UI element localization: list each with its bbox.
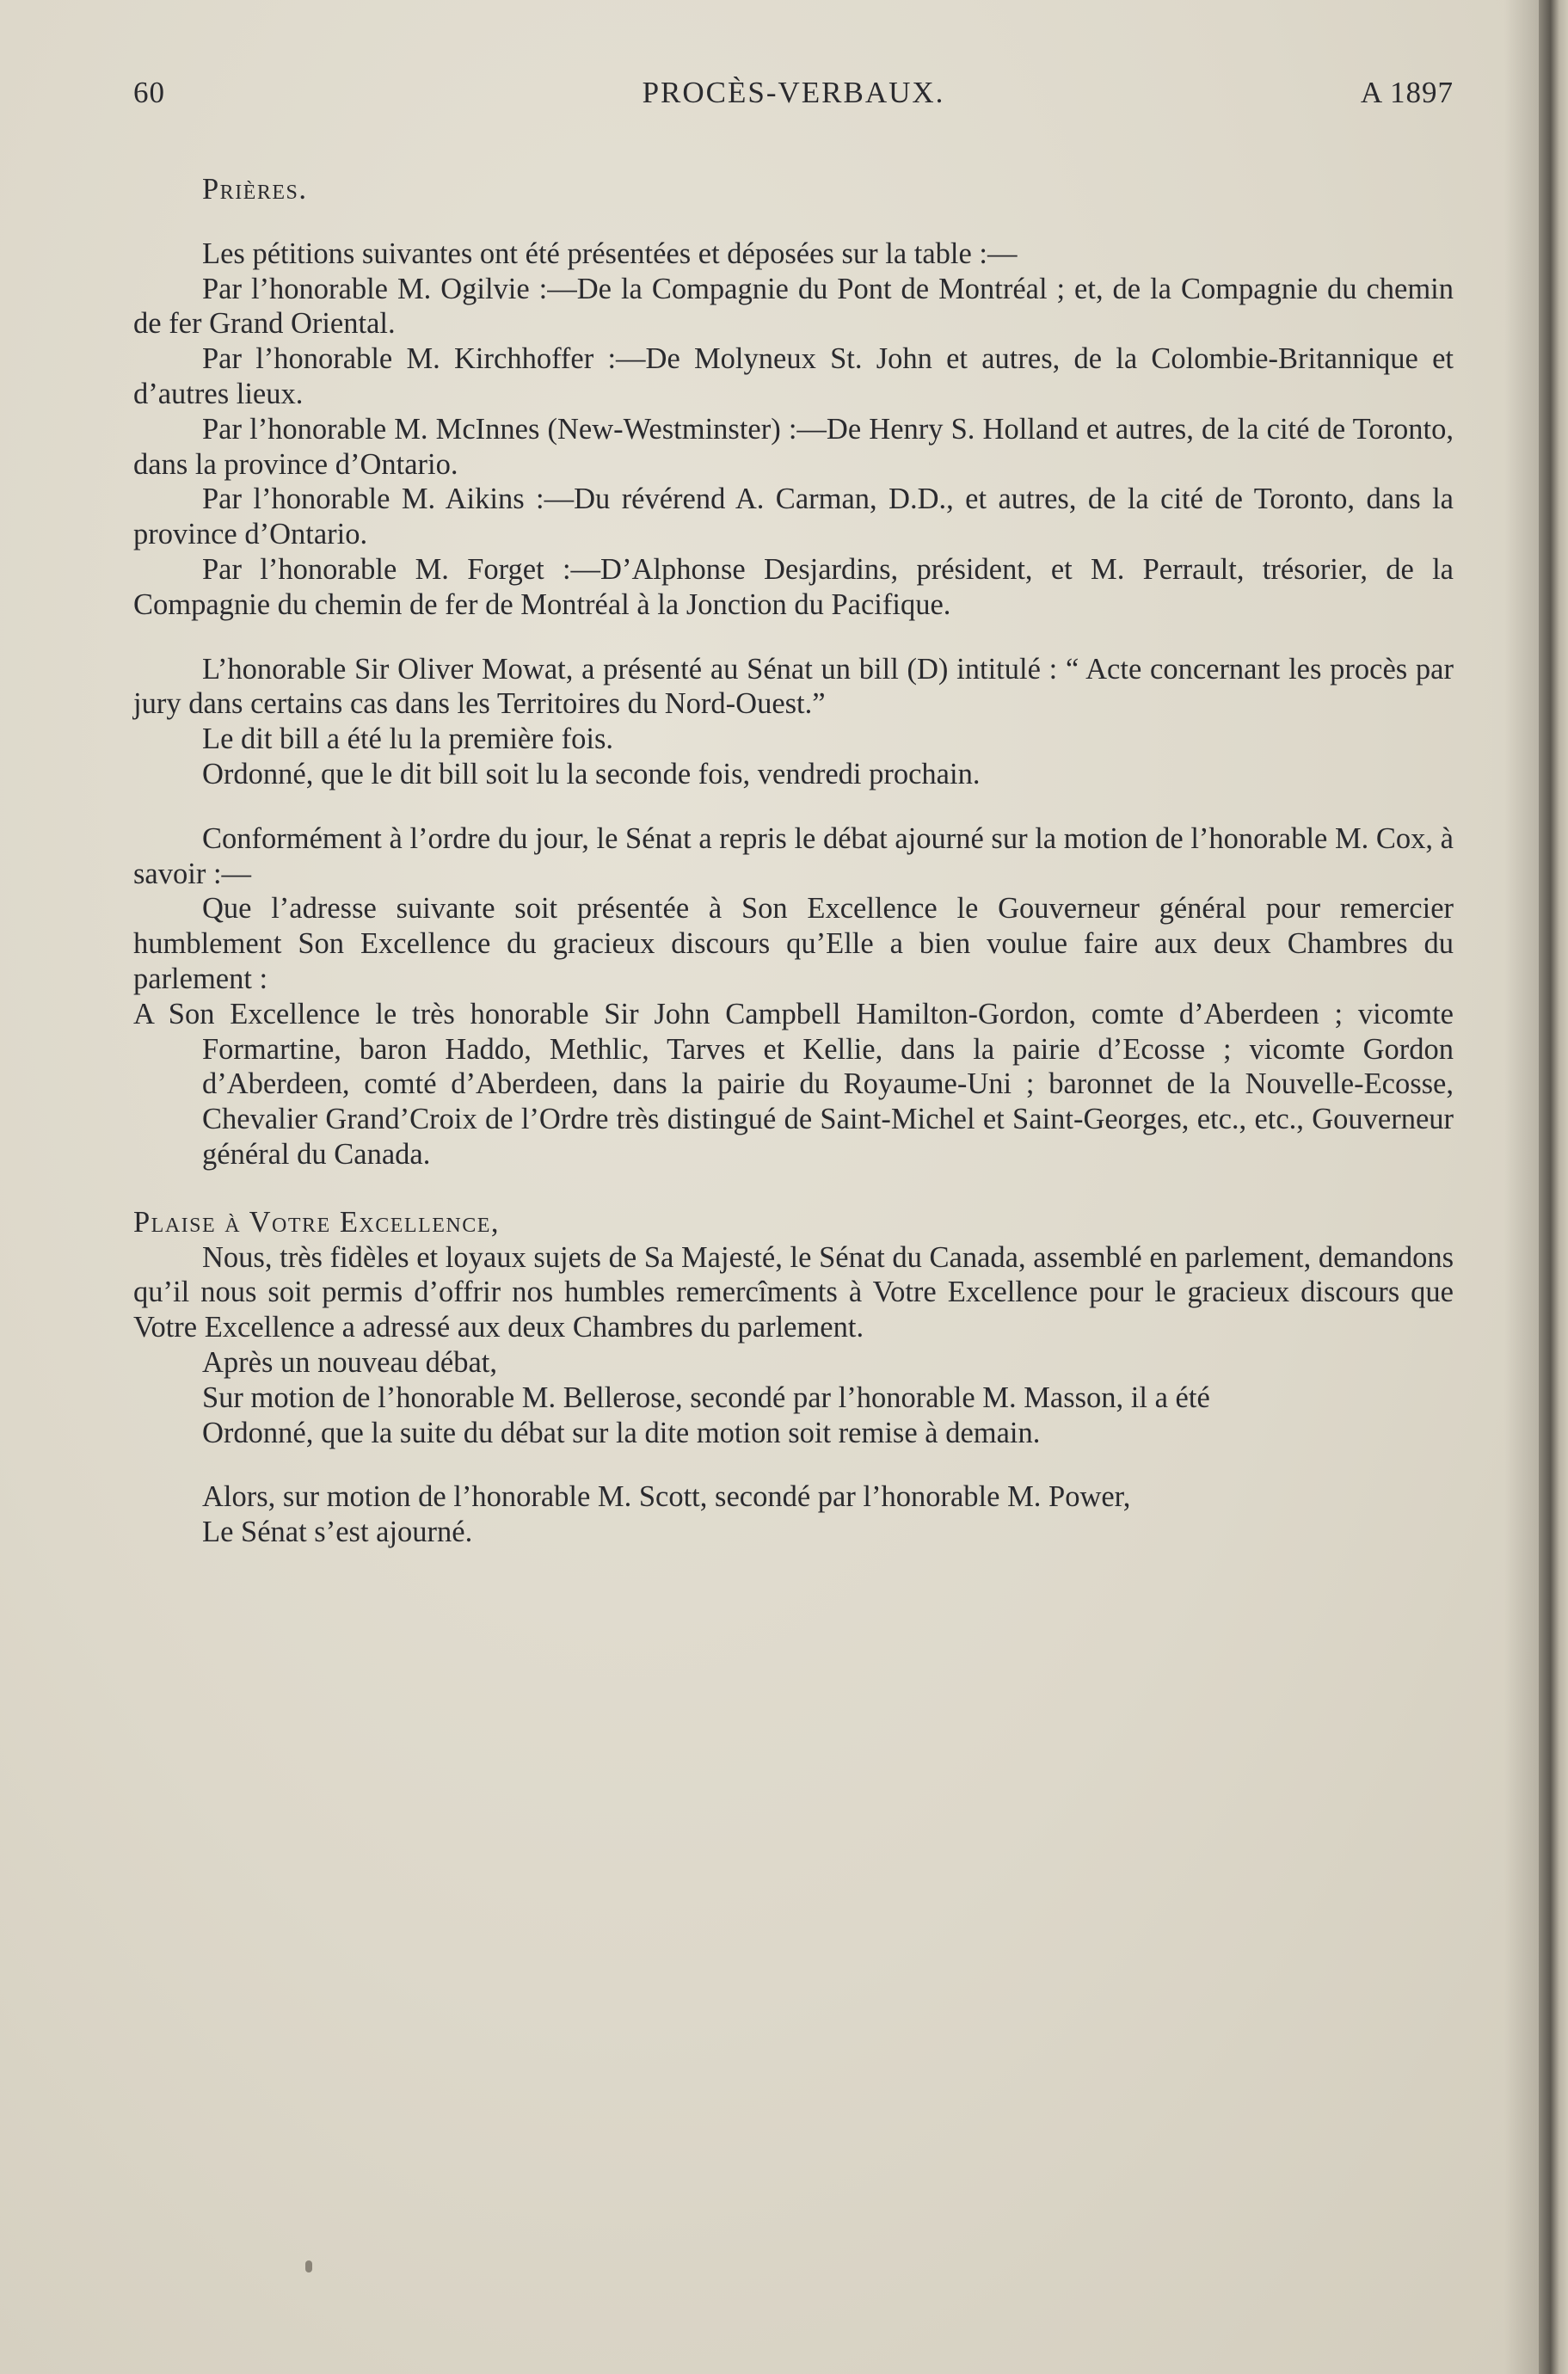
page-number: 60 bbox=[133, 76, 165, 109]
body-text bbox=[133, 172, 1454, 1550]
paragraph: Par l’honorable M. Ogilvie :—De la Compagnie du Pont de Montréal ; et, de la Compagnie du chemin de fer Grand Oriental. bbox=[133, 272, 1454, 341]
paragraph: Ordonné, que le dit bill soit lu la seconde fois, vendredi prochain. bbox=[202, 757, 981, 790]
paragraph: Ordonné, que la suite du débat sur la dite motion soit remise à demain. bbox=[202, 1416, 1041, 1449]
paragraph: Alors, sur motion de l’honorable M. Scott, secondé par l’honorable M. Power, bbox=[202, 1480, 1131, 1514]
paragraph: Le Sénat s’est ajourné. bbox=[202, 1516, 473, 1549]
paragraph: Nous, très fidèles et loyaux sujets de Sa Majesté, le Sénat du Canada, assemblé en parlement, demandons qu’il nous soit permis d’offrir nos humbles remercîments à Votre Excellence pour le gracieux discours que Votre Excellence a adressé aux deux Chambres du parlement. bbox=[133, 1240, 1454, 1344]
paragraph: Après un nouveau débat, bbox=[202, 1345, 497, 1379]
paragraph: Les pétitions suivantes ont été présentées et déposées sur la table :— bbox=[202, 237, 1018, 270]
page-title: PROCÈS-VERBAUX. bbox=[642, 76, 945, 109]
address-block: A Son Excellence le très honorable Sir John Campbell Hamilton-Gordon, comte d’Aberdeen ; vicomte Formartine, baron Haddo, Methlic, Tarves et Kellie, dans la pairie d’Ecosse ; vicomte Gordon d’Aberdeen, comté d’Aberdeen, dans la pairie du Royaume-Uni ; baronnet de la Nouvelle-Ecosse, Chevalier Grand’Croix de l’Ordre très distingué de Saint-Michel et Saint-Georges, etc., etc., Gouverneur général du Canada. bbox=[133, 997, 1454, 1171]
paragraph: Le dit bill a été lu la première fois. bbox=[202, 723, 614, 756]
section-heading-prieres: Prières. bbox=[202, 173, 308, 206]
paragraph: L’honorable Sir Oliver Mowat, a présenté au Sénat un bill (D) intitulé : “ Acte concernant les procès par jury dans certains cas dans les Territoires du Nord-Ouest.” bbox=[133, 652, 1454, 721]
paragraph: Sur motion de l’honorable M. Bellerose, secondé par l’honorable M. Masson, il a été bbox=[202, 1381, 1210, 1414]
page-year: A 1897 bbox=[1360, 76, 1454, 109]
paragraph: Par l’honorable M. McInnes (New-Westminster) :—De Henry S. Holland et autres, de la cité de Toronto, dans la province d’Ontario. bbox=[133, 412, 1454, 481]
section-heading-plaise: Plaise à Votre Excellence, bbox=[133, 1205, 501, 1239]
paragraph: Que l’adresse suivante soit présentée à Son Excellence le Gouverneur général pour remercier humblement Son Excellence du gracieux discours qu’Elle a bien voulue faire aux deux Chambres du parlement : bbox=[133, 892, 1454, 995]
paper-mark bbox=[305, 2260, 312, 2273]
paragraph: Par l’honorable M. Forget :—D’Alphonse Desjardins, président, et M. Perrault, trésorier, de la Compagnie du chemin de fer de Montréal à la Jonction du Pacifique. bbox=[133, 552, 1454, 621]
paragraph: Conformément à l’ordre du jour, le Sénat a repris le débat ajourné sur la motion de l’honorable M. Cox, à savoir :— bbox=[133, 821, 1454, 890]
running-header bbox=[133, 76, 1454, 119]
paragraph: Par l’honorable M. Kirchhoffer :—De Molyneux St. John et autres, de la Colombie-Britannique et d’autres lieux. bbox=[133, 342, 1454, 410]
book-spine bbox=[1539, 0, 1568, 2374]
page-edge-shadow bbox=[1504, 0, 1539, 2374]
paragraph: Par l’honorable M. Aikins :—Du révérend A. Carman, D.D., et autres, de la cité de Toronto, dans la province d’Ontario. bbox=[133, 483, 1454, 551]
